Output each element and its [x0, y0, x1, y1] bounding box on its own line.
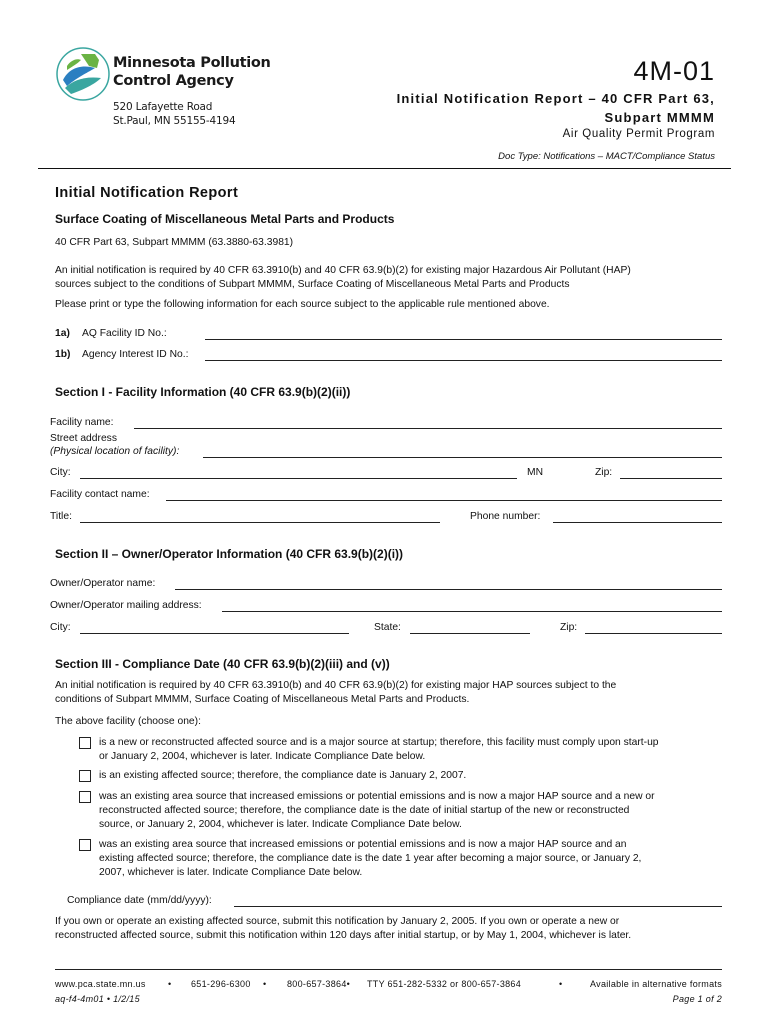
option-line: was an existing area source that increased emissions or potential emissions and is now a major HAP source and an [99, 839, 627, 850]
footer-bullet: • [168, 979, 172, 989]
compliance-date-field[interactable] [234, 906, 722, 907]
option-existing-source-text [99, 769, 466, 783]
aq-facility-id-field[interactable] [205, 339, 722, 340]
option-area-to-new-major-checkbox[interactable] [79, 791, 91, 803]
owner-mailing-label: Owner/Operator mailing address: [50, 600, 202, 611]
option-line: is an existing affected source; therefore, the compliance date is January 2, 2007. [99, 770, 467, 781]
intro-paragraph [55, 264, 631, 292]
closing-line1: If you own or operate an existing affected source, submit this notification by January 2, 2005. If you own or operate a new or [55, 916, 620, 927]
intro-line1: An initial notification is required by 40 CFR 63.3910(b) and 40 CFR 63.9(b)(2) for existing major Hazardous Air Pollutant (HAP) [55, 265, 631, 276]
facility-city-field[interactable] [80, 478, 517, 479]
intro-line2: sources subject to the conditions of Subpart MMMM, Surface Coating of Miscellaneous Metal Parts and Products [55, 279, 570, 290]
form-number: 4M-01 [633, 56, 715, 86]
phone-number-field[interactable] [553, 522, 722, 523]
header-title-line1: Initial Notification Report – 40 CFR Part 63, [396, 91, 715, 106]
section1-heading: Section I - Facility Information (40 CFR 63.9(b)(2)(ii)) [55, 385, 351, 399]
option-line: 2007, whichever is later. Indicate Compliance Date below. [99, 867, 363, 878]
q1a-number: 1a) [55, 328, 70, 339]
facility-name-field[interactable] [134, 428, 722, 429]
owner-state-field[interactable] [410, 633, 530, 634]
q1a-label: AQ Facility ID No.: [82, 328, 167, 339]
owner-name-field[interactable] [175, 589, 722, 590]
header-title [315, 89, 715, 127]
option-area-to-existing-major-text [99, 838, 641, 880]
section3-intro-line1: An initial notification is required by 40 CFR 63.3910(b) and 40 CFR 63.9(b)(2) for existing major HAP sources subject to the [55, 680, 617, 691]
footer-website: www.pca.state.mn.us [55, 979, 146, 989]
facility-city-label: City: [50, 467, 71, 478]
agency-address-line1: 520 Lafayette Road [113, 101, 213, 113]
agency-address-line2: St.Paul, MN 55155-4194 [113, 115, 236, 127]
mpca-logo-icon [55, 46, 111, 102]
option-line: source, or January 2, 2004, whichever is later. Indicate Compliance Date below. [99, 819, 462, 830]
option-new-source-checkbox[interactable] [79, 737, 91, 749]
option-existing-source-checkbox[interactable] [79, 770, 91, 782]
owner-name-label: Owner/Operator name: [50, 578, 156, 589]
street-address-label: Street address [50, 433, 117, 444]
footer-phone1: 651-296-6300 [191, 979, 251, 989]
report-title: Initial Notification Report [55, 185, 239, 201]
footer-divider [55, 969, 722, 970]
owner-zip-field[interactable] [585, 633, 722, 634]
section3-heading: Section III - Compliance Date (40 CFR 63.9(b)(2)(iii) and (v)) [55, 657, 390, 671]
option-line: existing affected source; therefore, the compliance date is the date 1 year after becoming a major source, or January 2, [99, 853, 642, 864]
header-title-line2: Subpart MMMM [604, 110, 715, 125]
closing-line2: reconstructed affected source, submit this notification within 120 days after initial startup, or by May 1, 2004, whichever is later. [55, 930, 632, 941]
facility-contact-field[interactable] [166, 500, 722, 501]
option-line: was an existing area source that increased emissions or potential emissions and is now a major HAP source and a new or [99, 791, 655, 802]
street-address-field[interactable] [203, 457, 722, 458]
facility-zip-field[interactable] [620, 478, 722, 479]
physical-location-label: (Physical location of facility): [50, 446, 180, 457]
facility-name-label: Facility name: [50, 417, 114, 428]
option-new-source-text [99, 736, 659, 764]
footer-alt-formats: Available in alternative formats [590, 979, 722, 989]
phone-number-label: Phone number: [470, 511, 541, 522]
option-line: is a new or reconstructed affected source and is a major source at startup; therefore, this facility must comply upon start-up [99, 737, 659, 748]
option-line: or January 2, 2004, whichever is later. Indicate Compliance Date below. [99, 751, 426, 762]
q1b-number: 1b) [55, 349, 71, 360]
q1b-label: Agency Interest ID No.: [82, 349, 189, 360]
owner-zip-label: Zip: [560, 622, 578, 633]
contact-title-label: Title: [50, 511, 72, 522]
footer-form-code: aq-f4-4m01 • 1/2/15 [55, 994, 140, 1004]
footer-tty: TTY 651-282-5332 or 800-657-3864 [367, 979, 522, 989]
agency-interest-id-field[interactable] [205, 360, 722, 361]
program-name: Air Quality Permit Program [562, 128, 715, 140]
owner-city-field[interactable] [80, 633, 349, 634]
section3-intro-line2: conditions of Subpart MMMM, Surface Coating of Miscellaneous Metal Parts and Products. [55, 694, 470, 705]
option-area-to-existing-major-checkbox[interactable] [79, 839, 91, 851]
doc-type: Doc Type: Notifications – MACT/Compliance Status [498, 151, 715, 162]
agency-name-line1: Minnesota Pollution [113, 55, 271, 71]
footer-page-number: Page 1 of 2 [672, 994, 722, 1004]
mpca-logo [55, 44, 275, 130]
compliance-date-label: Compliance date (mm/dd/yyyy): [67, 895, 212, 906]
facility-state-value: MN [527, 467, 544, 478]
facility-contact-label: Facility contact name: [50, 489, 150, 500]
section3-intro [55, 679, 616, 707]
footer-bullet: • [559, 979, 563, 989]
closing-paragraph [55, 915, 631, 943]
header-divider [38, 168, 731, 169]
section2-heading: Section II – Owner/Operator Information (40 CFR 63.9(b)(2)(i)) [55, 547, 404, 561]
instruction-text: Please print or type the following information for each source subject to the applicable rule mentioned above. [55, 299, 550, 310]
agency-name-line2: Control Agency [113, 73, 234, 89]
owner-state-label: State: [374, 622, 401, 633]
footer-bullet: • [263, 979, 267, 989]
report-subtitle: Surface Coating of Miscellaneous Metal Parts and Products [55, 212, 395, 226]
choose-one-label: The above facility (choose one): [55, 716, 201, 727]
owner-mailing-field[interactable] [222, 611, 722, 612]
owner-city-label: City: [50, 622, 71, 633]
cfr-reference: 40 CFR Part 63, Subpart MMMM (63.3880-63.3981) [55, 237, 294, 248]
footer-phone2: 800-657-3864• [287, 979, 351, 989]
facility-zip-label: Zip: [595, 467, 613, 478]
option-line: reconstructed affected source; therefore, the compliance date is the date of initial startup of the new or reconstructed [99, 805, 630, 816]
contact-title-field[interactable] [80, 522, 440, 523]
option-area-to-new-major-text [99, 790, 655, 832]
